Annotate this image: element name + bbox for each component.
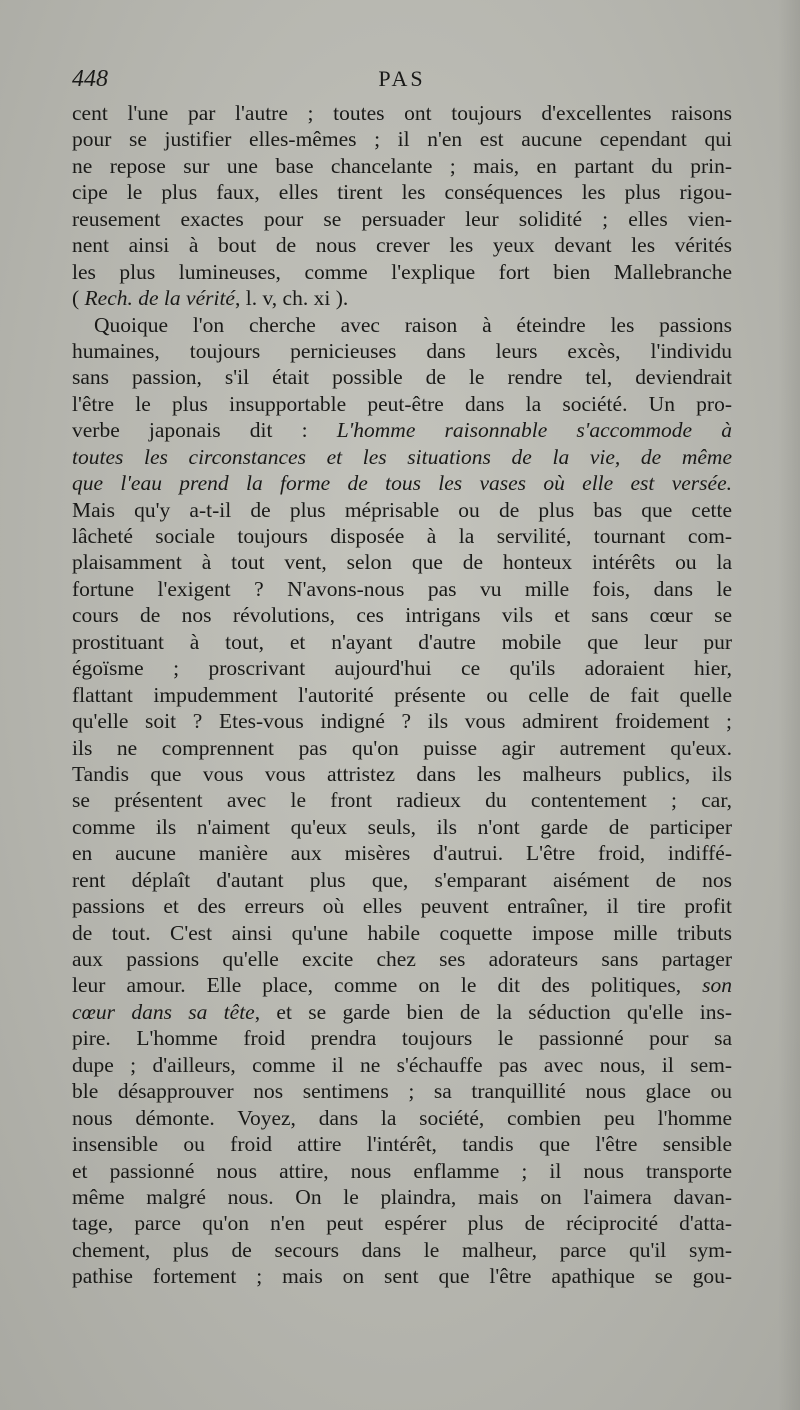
- text-segment: cours de nos révolutions, ces intrigans vils et sans cœur se: [72, 603, 732, 628]
- text-line: [72, 1210, 732, 1236]
- text-segment: aux passions qu'elle excite chez ses adorateurs sans partager: [72, 947, 732, 971]
- text-line: [72, 1105, 732, 1131]
- italic-text: cœur dans sa tête: [72, 999, 255, 1024]
- text-line: [72, 946, 732, 972]
- text-segment: dupe ; d'ailleurs, comme il ne s'échauffe pas avec nous, il sem-: [72, 1052, 732, 1077]
- text-line: [72, 179, 732, 205]
- text-segment: flattant impudemment l'autorité présente ou celle de fait quelle: [72, 682, 732, 707]
- text-line: [72, 391, 732, 417]
- text-segment: en aucune manière aux misères d'autrui. L'être froid, indiffé-: [72, 841, 732, 866]
- text-line: [72, 1025, 732, 1051]
- text-segment: même malgré nous. On le plaindra, mais on l'aimera davan-: [72, 1184, 732, 1209]
- text-segment: pathise fortement ; mais on sent que l'être apathique se gou-: [72, 1264, 732, 1289]
- text-segment: prostituant à tout, et n'ayant d'autre mobile que leur pur: [72, 629, 732, 654]
- text-line: [72, 735, 732, 761]
- text-line: [72, 338, 732, 364]
- text-line: [72, 497, 732, 523]
- text-line: [72, 444, 732, 470]
- text-segment: tage, parce qu'on n'en peut espérer plus de réciprocité d'atta-: [72, 1211, 732, 1236]
- page-number: 448: [72, 66, 108, 92]
- text-line: [72, 867, 732, 893]
- text-line: [72, 364, 732, 390]
- text-segment: reusement exactes pour se persuader leur solidité ; elles vien-: [72, 206, 732, 231]
- text-line: [72, 312, 732, 338]
- text-segment: (: [72, 286, 85, 311]
- text-line: [72, 602, 732, 628]
- text-segment: insensible ou froid attire l'intérêt, tandis que l'être sensible: [72, 1132, 732, 1157]
- italic-text: L'homme raisonnable s'accommode à: [336, 418, 732, 443]
- text-line: [72, 1078, 732, 1104]
- text-segment: , et se garde bien de la séduction qu'elle ins-: [254, 999, 732, 1024]
- text-line: [72, 682, 732, 708]
- text-segment: verbe japonais dit :: [72, 418, 337, 443]
- text-segment: plaisamment à tout vent, selon que de honteux intérêts ou la: [72, 550, 732, 575]
- text-segment: ils ne comprennent pas qu'on puisse agir autrement qu'eux.: [72, 735, 732, 760]
- text-segment: ne repose sur une base chancelante ; mais, en partant du prin-: [72, 153, 732, 178]
- text-segment: lâcheté sociale toujours disposée à la servilité, tournant com-: [72, 524, 732, 548]
- text-segment: de tout. C'est ainsi qu'une habile coquette impose mille tributs: [72, 920, 732, 945]
- text-line: [72, 100, 732, 126]
- running-head: PAS: [378, 66, 426, 91]
- text-segment: humaines, toujours pernicieuses dans leurs excès, l'individu: [72, 338, 732, 363]
- text-segment: l'être le plus insupportable peut-être dans la société. Un pro-: [72, 391, 732, 416]
- text-segment: rent déplaît d'autant plus que, s'emparant aisément de nos: [72, 867, 732, 892]
- text-segment: Mais qu'y a-t-il de plus méprisable ou de plus bas que cette: [72, 497, 732, 522]
- text-segment: sans passion, s'il était possible de le rendre tel, deviendrait: [72, 365, 732, 390]
- text-segment: les plus lumineuses, comme l'explique fort bien Mallebranche: [72, 259, 732, 284]
- italic-text: Rech. de la vérité: [84, 286, 235, 311]
- text-line: [72, 576, 732, 602]
- italic-text: que l'eau prend la forme de tous les vases où elle est versée.: [72, 471, 732, 496]
- text-line: [72, 232, 732, 258]
- text-line: [72, 1052, 732, 1078]
- text-segment: ble désapprouver nos sentimens ; sa tranquillité nous glace ou: [72, 1079, 732, 1104]
- text-segment: , l. v, ch. xi ).: [234, 286, 349, 311]
- text-line: [72, 470, 732, 496]
- text-segment: nent ainsi à bout de nous crever les yeux devant les vérités: [72, 233, 732, 258]
- text-line: [72, 259, 732, 285]
- text-segment: cipe le plus faux, elles tirent les conséquences les plus rigou-: [72, 180, 732, 205]
- text-line: [72, 787, 732, 813]
- text-line: [72, 814, 732, 840]
- text-line: [72, 893, 732, 919]
- text-line: [72, 629, 732, 655]
- text-line: [72, 285, 732, 311]
- text-segment: se présentent avec le front radieux du contentement ; car,: [72, 788, 732, 813]
- text-segment: comme ils n'aiment qu'eux seuls, ils n'ont garde de participer: [72, 814, 732, 839]
- text-segment: leur amour. Elle place, comme on le dit des politiques,: [72, 973, 703, 998]
- page-header: [72, 66, 732, 96]
- text-segment: pire. L'homme froid prendra toujours le passionné pour sa: [72, 1026, 732, 1051]
- text-line: [72, 920, 732, 946]
- text-segment: Tandis que vous vous attristez dans les malheurs publics, ils: [72, 761, 732, 786]
- text-segment: passions et des erreurs où elles peuvent entraîner, il tire profit: [72, 894, 732, 919]
- text-line: [72, 708, 732, 734]
- text-segment: nous démonte. Voyez, dans la société, combien peu l'homme: [72, 1105, 732, 1130]
- text-line: [72, 549, 732, 575]
- text-segment: pour se justifier elles-mêmes ; il n'en est aucune cependant qui: [72, 127, 732, 152]
- italic-text: son: [702, 973, 732, 998]
- italic-text: toutes les circonstances et les situations de la vie, de même: [72, 444, 732, 469]
- text-line: [72, 1158, 732, 1184]
- text-segment: qu'elle soit ? Etes-vous indigné ? ils vous admirent froidement ;: [72, 709, 732, 734]
- text-line: [72, 126, 732, 152]
- text-segment: égoïsme ; proscrivant aujourd'hui ce qu'ils adoraient hier,: [72, 656, 732, 681]
- page-edge-shadow: [778, 0, 800, 1410]
- text-line: [72, 417, 732, 443]
- text-line: [72, 1263, 732, 1289]
- text-line: [72, 1184, 732, 1210]
- text-line: [72, 655, 732, 681]
- text-segment: fortune l'exigent ? N'avons-nous pas vu mille fois, dans le: [72, 576, 732, 601]
- text-line: [72, 761, 732, 787]
- text-line: [72, 523, 732, 549]
- text-line: [72, 153, 732, 179]
- text-line: [72, 1131, 732, 1157]
- text-segment: cent l'une par l'autre ; toutes ont toujours d'excellentes raisons: [72, 101, 732, 125]
- text-line: [72, 999, 732, 1025]
- text-segment: chement, plus de secours dans le malheur, parce qu'il sym-: [72, 1237, 732, 1262]
- text-line: [72, 206, 732, 232]
- text-segment: et passionné nous attire, nous enflamme ; il nous transporte: [72, 1158, 732, 1183]
- body-text: [72, 100, 732, 1290]
- text-line: [72, 972, 732, 998]
- text-segment: Quoique l'on cherche avec raison à éteindre les passions: [94, 312, 732, 337]
- text-line: [72, 840, 732, 866]
- text-line: [72, 1237, 732, 1263]
